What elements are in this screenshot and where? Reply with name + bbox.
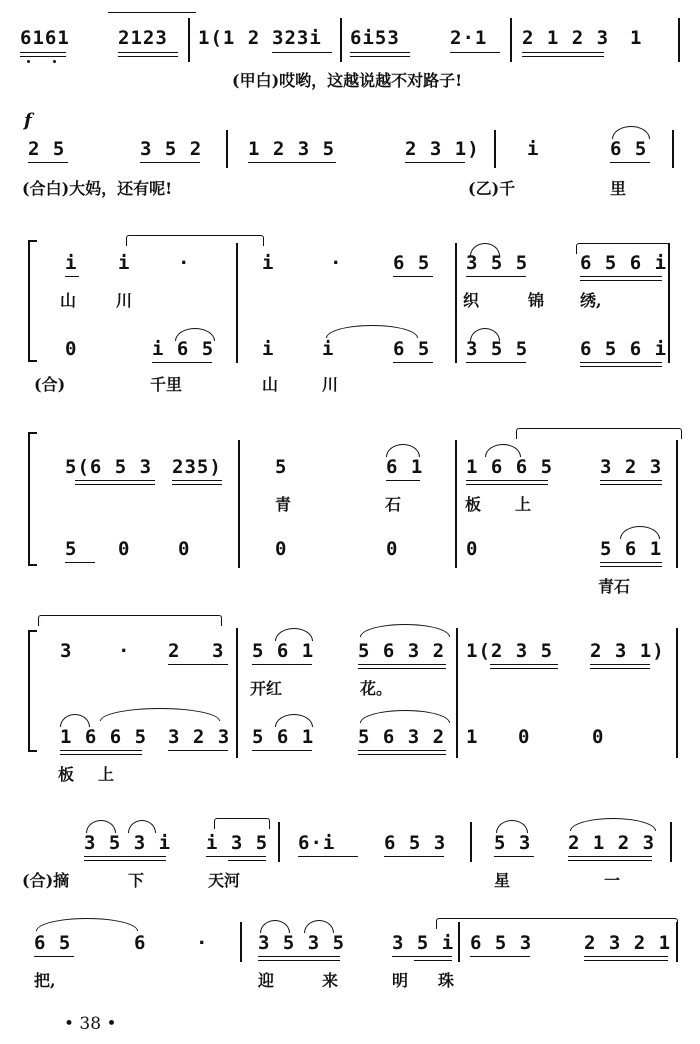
sung-lyric: 川 bbox=[116, 291, 133, 310]
note-group: 235) bbox=[172, 456, 222, 478]
underline bbox=[392, 956, 452, 957]
sung-lyric: 板 bbox=[58, 765, 75, 784]
slur bbox=[326, 325, 418, 338]
underline bbox=[600, 562, 662, 563]
underline bbox=[494, 856, 534, 857]
barline bbox=[240, 922, 242, 962]
note: 0 bbox=[178, 538, 191, 560]
underline bbox=[580, 366, 662, 367]
underline bbox=[65, 562, 95, 563]
note-group: 1 6 6 5 bbox=[466, 456, 554, 478]
slur bbox=[36, 918, 138, 931]
sung-lyric: 上 bbox=[515, 495, 532, 514]
underline bbox=[600, 484, 662, 485]
slur bbox=[128, 820, 156, 833]
sung-lyric: 千里 bbox=[150, 375, 183, 394]
sung-lyric: 上 bbox=[98, 765, 115, 784]
sung-lyric: 锦 bbox=[528, 291, 545, 310]
underline bbox=[568, 860, 652, 861]
underline bbox=[172, 480, 222, 481]
underline bbox=[350, 52, 410, 53]
sung-lyric: 开红 bbox=[250, 679, 283, 698]
slur bbox=[86, 820, 116, 833]
sung-lyric: 绣, bbox=[580, 291, 602, 310]
note-group: 2 3 2 1 bbox=[584, 932, 672, 954]
slur bbox=[612, 126, 650, 139]
underline bbox=[490, 668, 558, 669]
underline bbox=[414, 960, 452, 961]
barline bbox=[458, 922, 460, 962]
tie bbox=[38, 615, 222, 626]
note: 5 bbox=[275, 456, 288, 478]
slur bbox=[360, 624, 450, 637]
note-group: 6 5 bbox=[393, 252, 431, 274]
slur bbox=[100, 708, 220, 721]
note-group: 3 2 3 bbox=[168, 726, 231, 748]
note-group: 5 6 1 bbox=[252, 640, 315, 662]
underline bbox=[405, 162, 465, 163]
note: i bbox=[118, 252, 131, 274]
underline bbox=[466, 276, 526, 277]
underline bbox=[584, 956, 668, 957]
barline bbox=[670, 822, 672, 862]
note-group: 6·i bbox=[298, 832, 336, 854]
note-group: 3 5 2 bbox=[140, 138, 203, 160]
note-group: i bbox=[527, 138, 540, 160]
underline bbox=[34, 956, 74, 957]
note-group: 5 3 bbox=[494, 832, 532, 854]
tie bbox=[214, 818, 270, 829]
underline bbox=[20, 56, 66, 57]
underline bbox=[584, 960, 668, 961]
slur bbox=[175, 328, 215, 341]
note-group: 6 1 bbox=[386, 456, 424, 478]
underline bbox=[522, 52, 604, 53]
beam bbox=[108, 12, 196, 13]
underline bbox=[358, 750, 446, 751]
sung-lyric: 山 bbox=[60, 291, 77, 310]
barline bbox=[188, 18, 190, 62]
note: 0 bbox=[65, 338, 78, 360]
barline bbox=[470, 822, 472, 862]
underline bbox=[252, 664, 312, 665]
underline bbox=[590, 664, 650, 665]
underline bbox=[466, 362, 526, 363]
sung-lyric: 来 bbox=[322, 971, 339, 990]
note: i bbox=[322, 338, 335, 360]
slur bbox=[304, 920, 334, 933]
underline bbox=[228, 860, 266, 861]
note-group: 3 5 5 bbox=[466, 338, 529, 360]
note-group: 5 6 3 2 bbox=[358, 726, 446, 748]
underline bbox=[470, 956, 530, 957]
barline bbox=[510, 18, 512, 62]
underline bbox=[490, 664, 558, 665]
note-group: 6 5 bbox=[393, 338, 431, 360]
underline bbox=[466, 484, 548, 485]
note-group: 1(2 3 5 bbox=[466, 640, 554, 662]
sung-lyric: 里 bbox=[610, 179, 627, 198]
note-group: 6 5 3 bbox=[384, 832, 447, 854]
underline bbox=[84, 860, 166, 861]
underline bbox=[60, 754, 142, 755]
note-group: 6 5 3 bbox=[470, 932, 533, 954]
note-group: 2 3 1) bbox=[405, 138, 480, 160]
system-bracket bbox=[28, 432, 37, 566]
slur bbox=[470, 328, 500, 341]
octave-dot bbox=[53, 60, 56, 63]
note-group: 1 bbox=[630, 27, 643, 49]
note: 5 bbox=[65, 538, 78, 560]
slur bbox=[275, 714, 313, 727]
underline bbox=[298, 856, 358, 857]
barline bbox=[456, 628, 458, 758]
barline bbox=[678, 18, 680, 62]
sung-lyric: 青石 bbox=[598, 577, 631, 596]
sung-lyric: (合)摘 bbox=[22, 871, 70, 890]
page-number: • 38 • bbox=[64, 1014, 117, 1034]
underline bbox=[65, 276, 79, 277]
underline bbox=[350, 56, 410, 57]
slur bbox=[620, 526, 660, 539]
system-bracket bbox=[28, 240, 37, 362]
sung-lyric: 花。 bbox=[360, 679, 393, 698]
note: · bbox=[178, 252, 191, 274]
note-group: 1(1 2 bbox=[198, 27, 261, 49]
note-group: 2 5 bbox=[28, 138, 66, 160]
underline bbox=[272, 52, 332, 53]
note-group: 2 3 1) bbox=[590, 640, 665, 662]
barline bbox=[672, 130, 674, 168]
underline bbox=[590, 668, 650, 669]
note-group: 3 2 3 bbox=[600, 456, 663, 478]
barline bbox=[676, 440, 678, 568]
note-group: 6 5 6 i bbox=[580, 252, 668, 274]
underline bbox=[580, 362, 662, 363]
note-group: 3 5 5 bbox=[466, 252, 529, 274]
note: i bbox=[262, 338, 275, 360]
underline bbox=[168, 664, 228, 665]
underline bbox=[358, 754, 446, 755]
note-group: 2·1 bbox=[450, 27, 488, 49]
slur bbox=[386, 444, 420, 457]
underline bbox=[118, 52, 178, 53]
slur bbox=[360, 710, 450, 723]
barline bbox=[278, 822, 280, 862]
sung-lyric: 星 bbox=[494, 871, 511, 890]
underline bbox=[28, 162, 68, 163]
slur bbox=[60, 714, 90, 727]
underline bbox=[600, 566, 662, 567]
underline bbox=[206, 856, 266, 857]
note: 0 bbox=[386, 538, 399, 560]
underline bbox=[20, 52, 66, 53]
note-group: 3 5 i bbox=[392, 932, 455, 954]
underline bbox=[75, 484, 155, 485]
underline bbox=[84, 856, 166, 857]
note-group: 6 5 bbox=[34, 932, 72, 954]
note-group: 6161 bbox=[20, 27, 70, 49]
underline bbox=[610, 162, 650, 163]
underline bbox=[384, 856, 444, 857]
sung-lyric: 织 bbox=[463, 291, 480, 310]
note-group: 6 5 6 i bbox=[580, 338, 668, 360]
note: 0 bbox=[118, 538, 131, 560]
barline bbox=[455, 243, 457, 363]
underline bbox=[580, 276, 662, 277]
sung-lyric: 石 bbox=[385, 495, 402, 514]
underline bbox=[75, 480, 155, 481]
underline bbox=[386, 480, 420, 481]
note-group: 1 2 3 5 bbox=[248, 138, 336, 160]
underline bbox=[118, 56, 178, 57]
underline bbox=[258, 956, 340, 957]
note: 0 bbox=[518, 726, 531, 748]
spoken-lyric: (合白)大妈，还有呢! bbox=[22, 179, 173, 198]
note: 0 bbox=[275, 538, 288, 560]
note-group: 6i53 bbox=[350, 27, 400, 49]
sung-lyric: 天河 bbox=[208, 871, 241, 890]
octave-dot bbox=[27, 60, 30, 63]
underline bbox=[252, 750, 312, 751]
underline bbox=[152, 362, 212, 363]
underline bbox=[172, 484, 222, 485]
barline bbox=[238, 440, 240, 568]
barline bbox=[340, 18, 342, 62]
sung-lyric: (乙)千 bbox=[468, 179, 516, 198]
underline bbox=[168, 750, 228, 751]
spoken-lyric: (甲白)哎哟，这越说越不对路子! bbox=[232, 71, 463, 90]
note: 3 bbox=[212, 640, 225, 662]
note-group: 1 6 6 5 bbox=[60, 726, 148, 748]
slur bbox=[485, 444, 521, 457]
barline bbox=[455, 440, 457, 568]
slur bbox=[570, 818, 656, 831]
sung-lyric: 迎 bbox=[258, 971, 275, 990]
note-group: 2 1 2 3 bbox=[522, 27, 610, 49]
note-group: i 6 5 bbox=[152, 338, 215, 360]
sung-lyric: 板 bbox=[465, 495, 482, 514]
tie bbox=[436, 918, 678, 929]
underline bbox=[358, 664, 446, 665]
barline bbox=[676, 628, 678, 758]
note-group: 2 1 2 3 bbox=[568, 832, 656, 854]
underline bbox=[60, 750, 142, 751]
underline bbox=[568, 856, 652, 857]
barline bbox=[494, 130, 496, 168]
underline bbox=[600, 480, 662, 481]
sung-lyric: 川 bbox=[322, 375, 339, 394]
underline bbox=[393, 276, 433, 277]
underline bbox=[450, 52, 500, 53]
note: 0 bbox=[466, 538, 479, 560]
barline bbox=[226, 130, 228, 168]
underline bbox=[393, 362, 433, 363]
note-group: 6 5 bbox=[610, 138, 648, 160]
sung-lyric: 下 bbox=[128, 871, 145, 890]
note: 0 bbox=[592, 726, 605, 748]
note: i bbox=[65, 252, 78, 274]
tie bbox=[516, 428, 682, 439]
slur bbox=[275, 628, 313, 641]
sung-lyric: 一 bbox=[604, 871, 621, 890]
underline bbox=[522, 56, 604, 57]
note: · bbox=[330, 252, 343, 274]
underline bbox=[248, 162, 336, 163]
system-bracket bbox=[28, 630, 37, 752]
sung-lyric: 山 bbox=[262, 375, 279, 394]
note-group: i 3 5 bbox=[206, 832, 269, 854]
barline bbox=[236, 628, 238, 758]
note-group: 5(6 5 3 bbox=[65, 456, 153, 478]
note-group: 5 6 3 2 bbox=[358, 640, 446, 662]
note-group: 323i bbox=[272, 27, 322, 49]
slur bbox=[470, 243, 500, 256]
underline bbox=[258, 960, 340, 961]
barline bbox=[676, 922, 678, 962]
barline bbox=[668, 243, 670, 363]
sung-lyric: (合) bbox=[34, 375, 66, 394]
note: 3 bbox=[60, 640, 73, 662]
sung-lyric: 青 bbox=[275, 495, 292, 514]
note-group: 3 5 3 i bbox=[84, 832, 172, 854]
note: 2 bbox=[168, 640, 181, 662]
sung-lyric: 明 bbox=[392, 971, 409, 990]
slur bbox=[260, 920, 290, 933]
note: i bbox=[262, 252, 275, 274]
dynamic-mark: f bbox=[24, 110, 32, 131]
sung-lyric: 珠 bbox=[438, 971, 455, 990]
tie bbox=[126, 235, 264, 246]
note-group: 5 6 1 bbox=[600, 538, 663, 560]
note: 6 bbox=[134, 932, 147, 954]
note: · bbox=[118, 640, 131, 662]
note-group: 5 6 1 bbox=[252, 726, 315, 748]
underline bbox=[358, 668, 446, 669]
underline bbox=[140, 162, 200, 163]
note-group: 2123 bbox=[118, 27, 168, 49]
barline bbox=[236, 243, 238, 363]
sung-lyric: 把, bbox=[34, 971, 56, 990]
underline bbox=[580, 280, 662, 281]
note-group: 3 5 3 5 bbox=[258, 932, 346, 954]
note: 1 bbox=[466, 726, 479, 748]
note: · bbox=[196, 932, 209, 954]
underline bbox=[466, 480, 548, 481]
slur bbox=[496, 820, 528, 833]
